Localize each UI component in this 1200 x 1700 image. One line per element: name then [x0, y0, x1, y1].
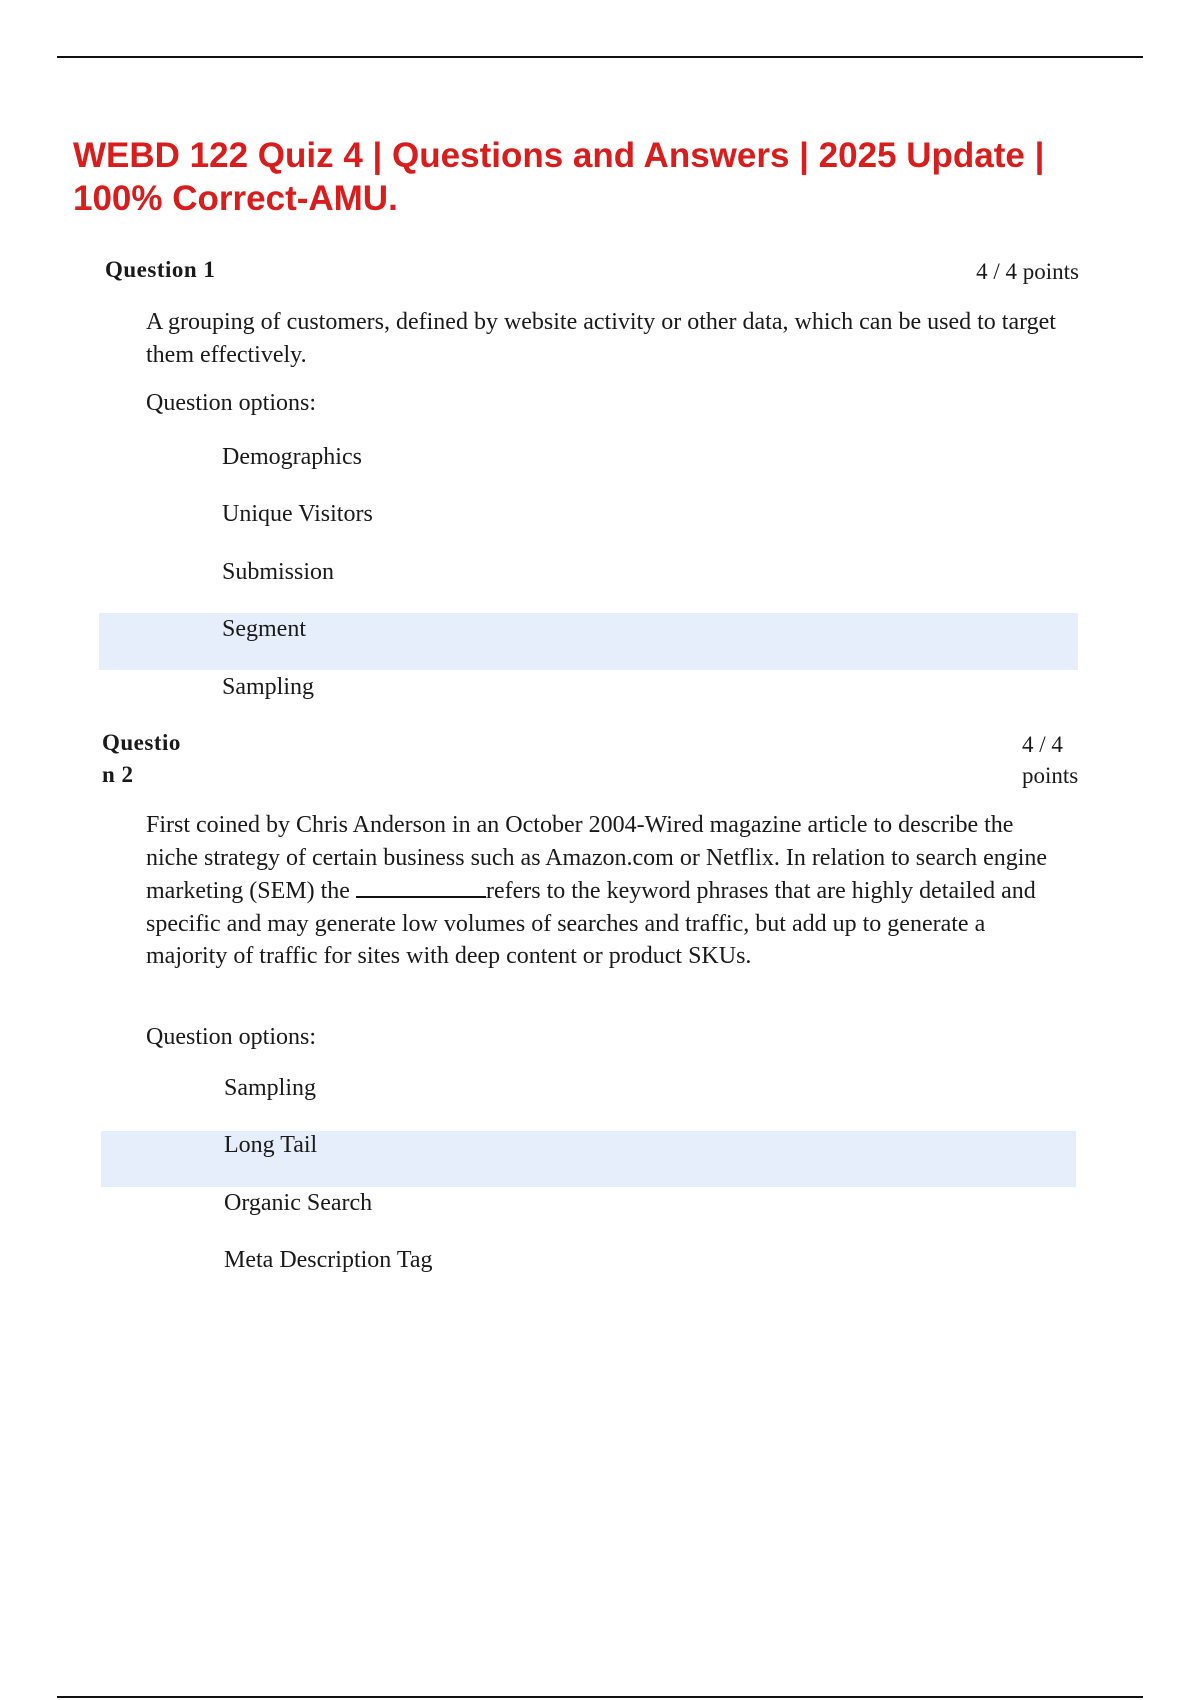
question-1-text: A grouping of customers, defined by website activity or other data, which can be used to target them effectively.	[146, 309, 1056, 368]
bottom-rule	[57, 1696, 1143, 1698]
fill-in-blank	[356, 874, 486, 898]
question-2-text-after: refers to the keyword phrases that are highly detailed and specific and may generate low volumes of searches and traffic, but add up to generate a majority of traffic for sites with deep content or product SKUs.	[146, 878, 1036, 969]
top-rule	[57, 56, 1143, 58]
question-2-label-line2: n 2	[102, 762, 134, 787]
question-2-text-before: First coined by Chris Anderson in an October 2004-Wired magazine article to describe the niche strategy of certain business such as Amazon.com or Netflix. In relation to search engine marketing (SEM) the	[146, 812, 1048, 904]
option[interactable]: Unique Visitors	[222, 501, 373, 527]
option[interactable]: Sampling	[222, 674, 315, 700]
question-2-label	[102, 727, 181, 791]
question-2-label-line1: Questio	[102, 730, 181, 755]
option[interactable]: Demographics	[222, 444, 362, 470]
question-2-points	[1022, 729, 1078, 791]
option-selected[interactable]: Long Tail	[224, 1132, 318, 1158]
question-1-label: Question 1	[105, 257, 216, 282]
document-title: WEBD 122 Quiz 4 | Questions and Answers | 2025 Update | 100% Correct-AMU.	[73, 136, 1045, 218]
option[interactable]: Meta Description Tag	[224, 1247, 433, 1273]
question-2-points-line1: 4 / 4	[1022, 732, 1063, 757]
option[interactable]: Sampling	[224, 1075, 317, 1101]
option[interactable]: Submission	[222, 559, 335, 585]
question-2-options-label: Question options:	[146, 1024, 317, 1050]
question-2-text	[146, 809, 1071, 973]
question-1-options-label: Question options:	[146, 390, 317, 416]
option-selected[interactable]: Segment	[222, 616, 306, 642]
option[interactable]: Organic Search	[224, 1190, 373, 1216]
question-1-points: 4 / 4 points	[976, 259, 1079, 284]
question-2-points-line2: points	[1022, 763, 1079, 788]
